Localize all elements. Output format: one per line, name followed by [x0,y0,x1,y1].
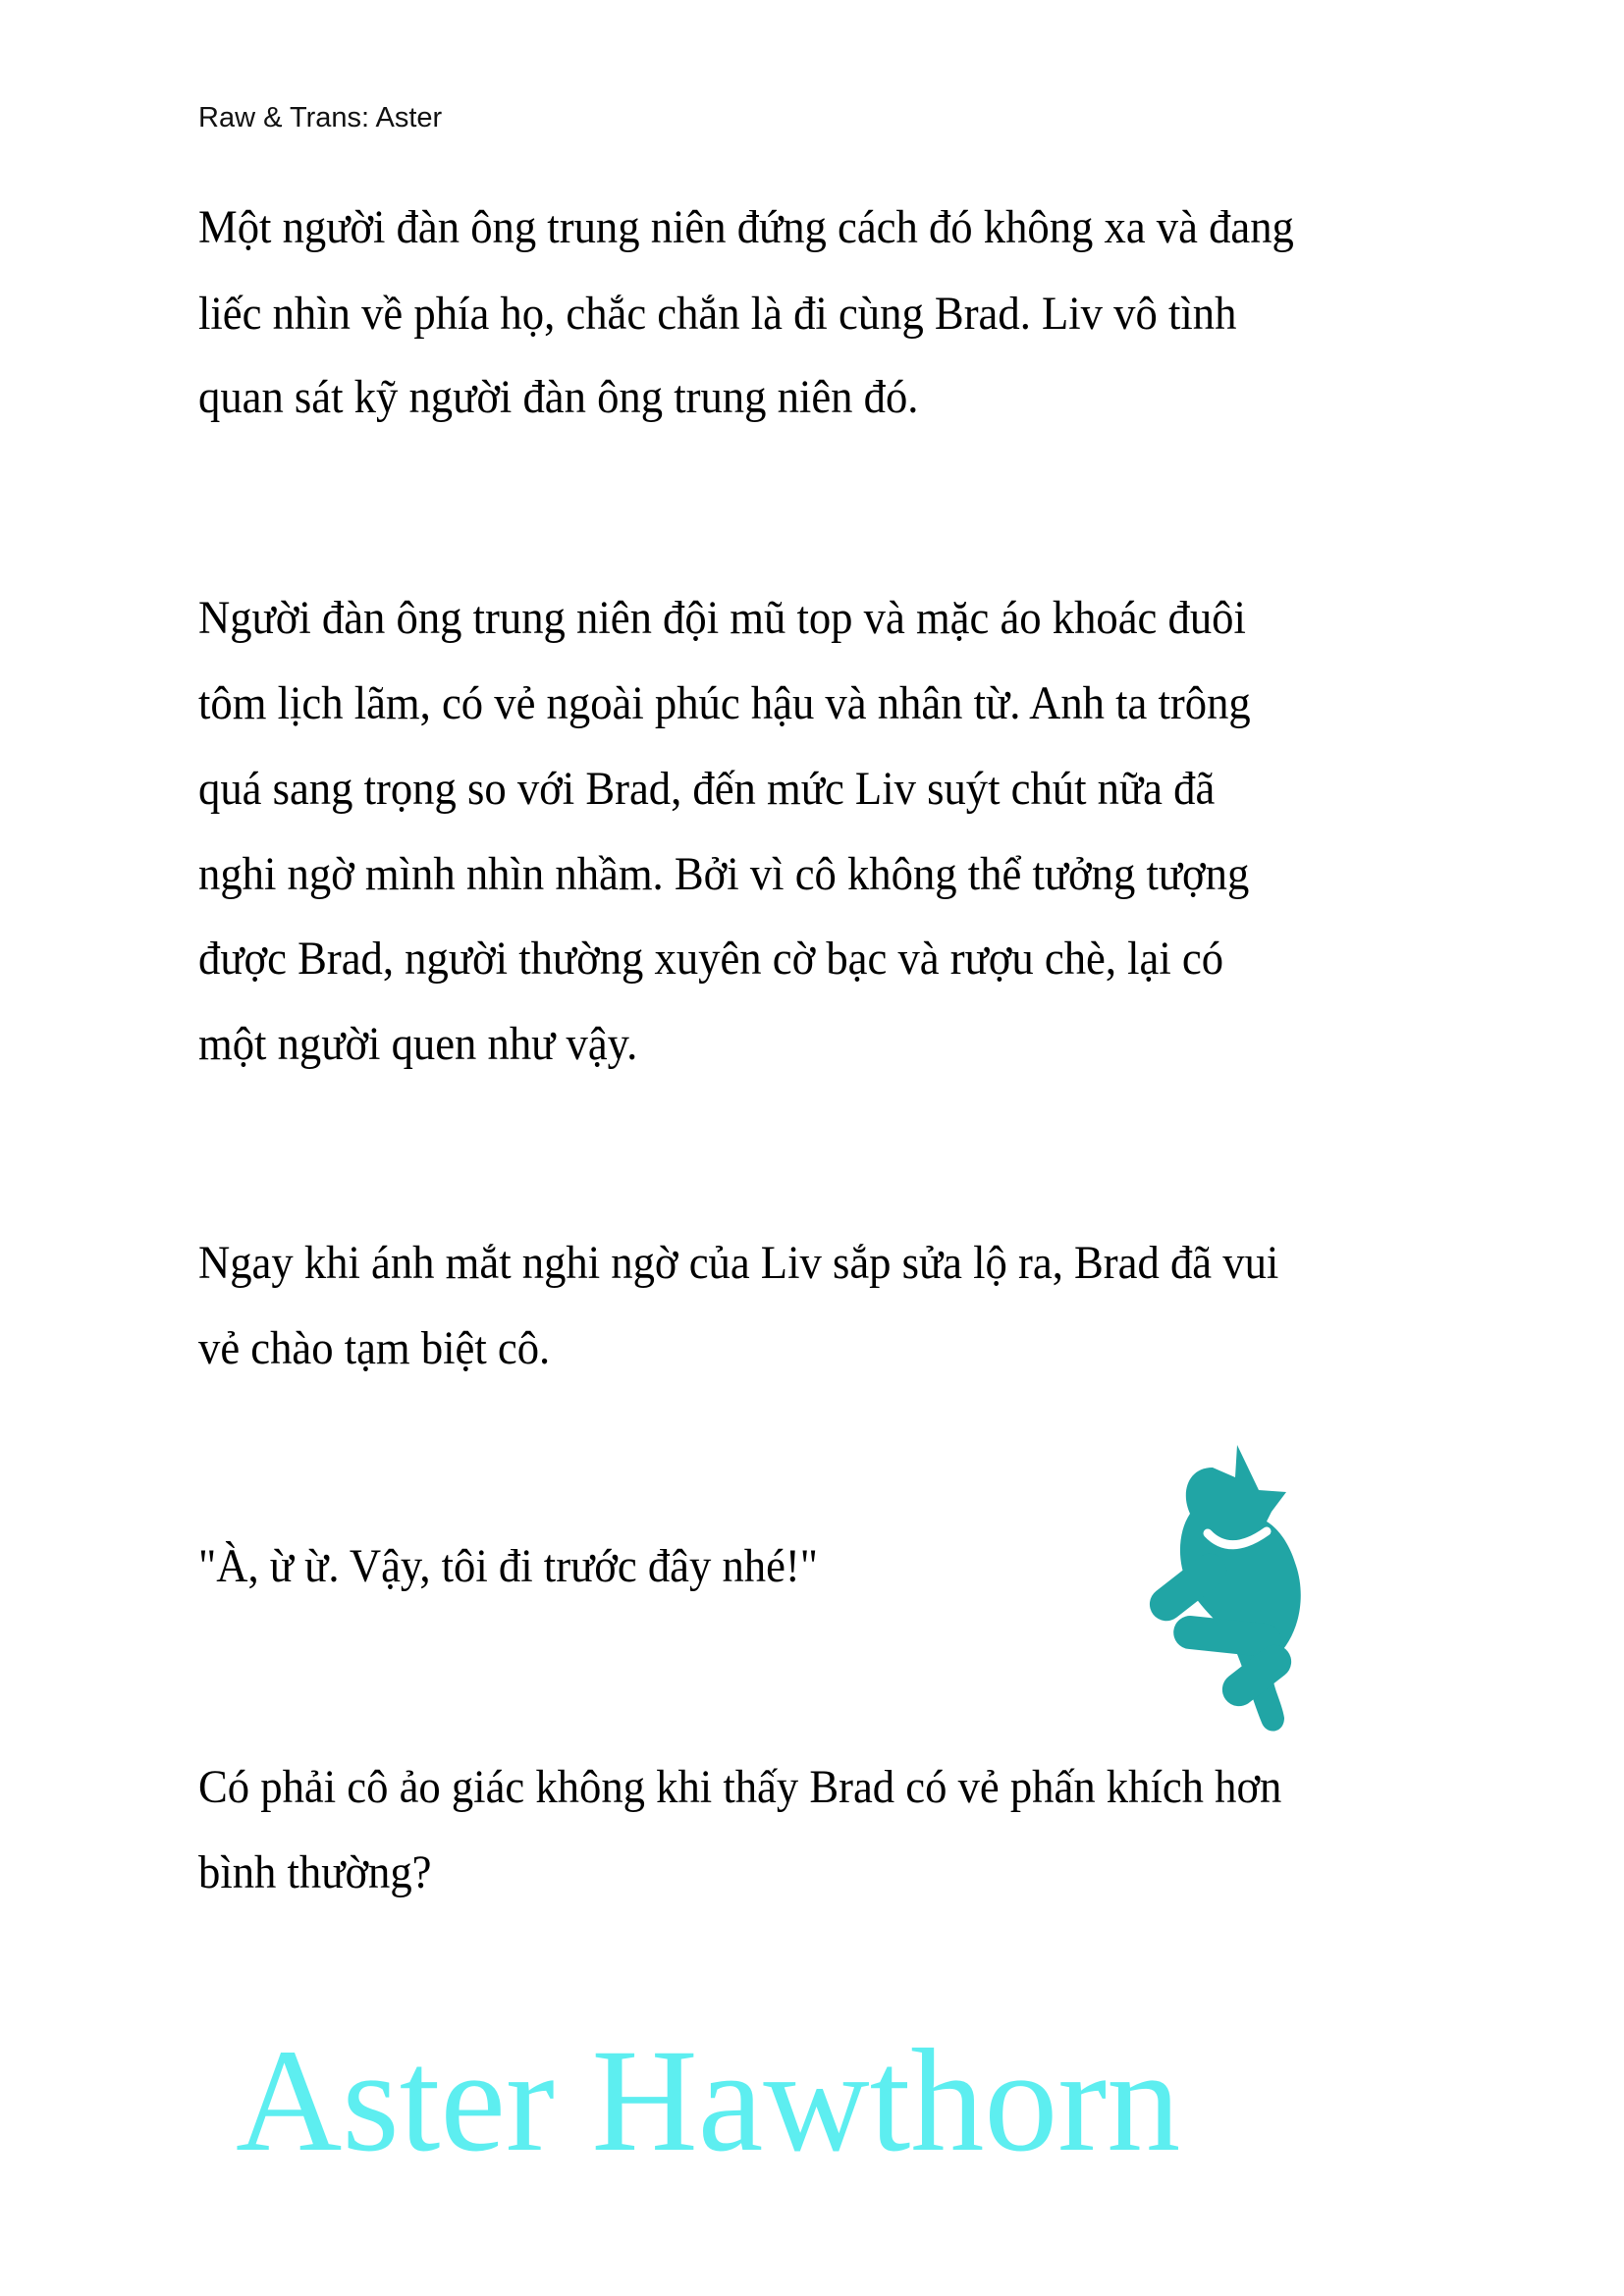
cat-icon [1119,1423,1355,1747]
text-line: Ngay khi ánh mắt nghi ngờ của Liv sắp sửa lộ ra, Brad đã vui [198,1237,1279,1289]
text-line: liếc nhìn về phía họ, chắc chắn là đi cùng Brad. Liv vô tình [198,288,1237,340]
text-line: vẻ chào tạm biệt cô. [198,1322,551,1374]
text-line: Có phải cô ảo giác không khi thấy Brad có vẻ phấn khích hơn [198,1761,1282,1813]
text-line: quan sát kỹ người đàn ông trung niên đó. [198,371,919,423]
text-line: Một người đàn ông trung niên đứng cách đó không xa và đang [198,201,1294,253]
watermark-text: Aster Hawthorn [236,2019,1181,2182]
text-line: "À, ừ ừ. Vậy, tôi đi trước đây nhé!" [198,1540,819,1592]
text-line: Người đàn ông trung niên đội mũ top và mặc áo khoác đuôi [198,592,1246,644]
text-line: quá sang trọng so với Brad, đến mức Liv suýt chút nữa đã [198,763,1216,815]
translator-credit: Raw & Trans: Aster [198,102,443,133]
text-line: được Brad, người thường xuyên cờ bạc và rượu chè, lại có [198,933,1224,985]
text-line: nghi ngờ mình nhìn nhầm. Bởi vì cô không thể tưởng tượng [198,848,1250,900]
text-line: một người quen như vậy. [198,1018,638,1070]
text-line: bình thường? [198,1846,432,1898]
text-line: tôm lịch lãm, có vẻ ngoài phúc hậu và nhân từ. Anh ta trông [198,677,1251,729]
